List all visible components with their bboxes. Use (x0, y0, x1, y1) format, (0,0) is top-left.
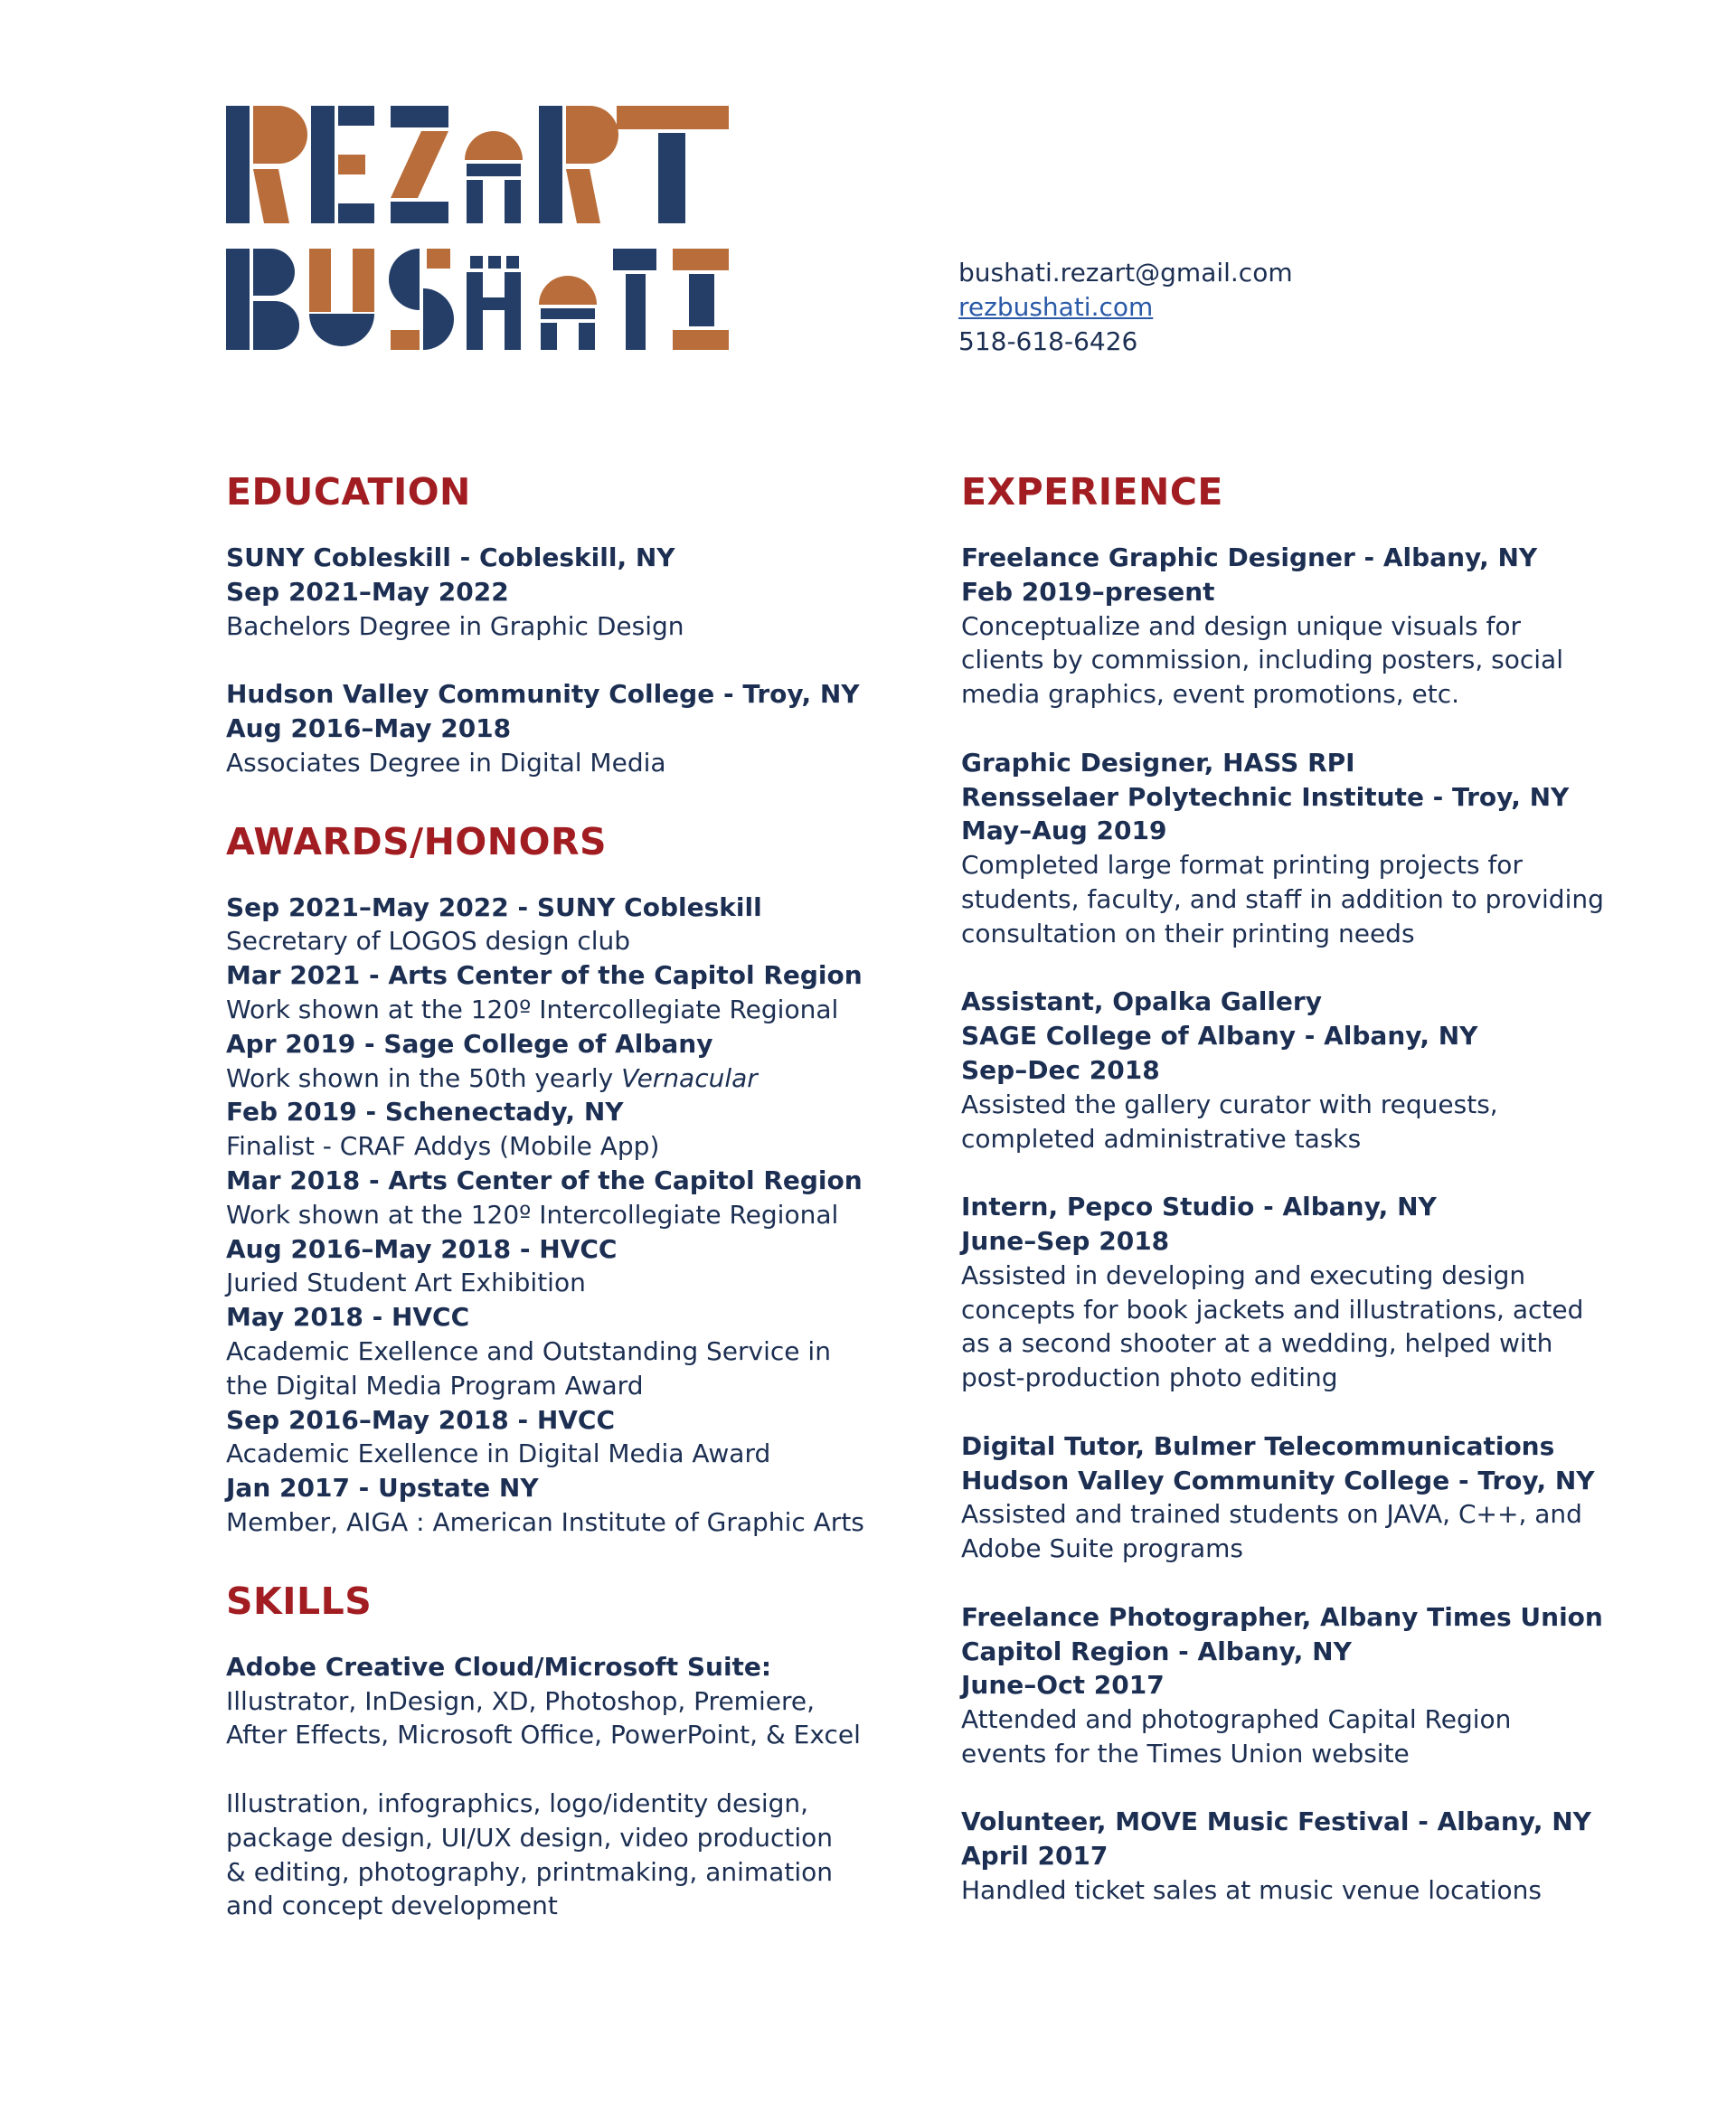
logo-letter-s (389, 249, 454, 350)
job-title: Assistant, Opalka Gallery (961, 986, 1322, 1017)
award-title: Mar 2021 - Arts Center of the Capitol Region (226, 960, 863, 991)
job-desc: events for the Times Union website (961, 1738, 1410, 1768)
award-detail: Juried Student Art Exhibition (226, 1268, 586, 1298)
award-detail: Member, AIGA : American Institute of Graphic Arts (226, 1506, 864, 1537)
experience-item (961, 1600, 1612, 1771)
job-desc: Assisted the gallery curator with requests, (961, 1089, 1498, 1119)
award-detail: Academic Exellence in Digital Media Award (226, 1438, 771, 1469)
job-dates: June–Oct 2017 (961, 1670, 1165, 1701)
award-title: Feb 2019 - Schenectady, NY (226, 1097, 624, 1127)
job-desc: Conceptualize and design unique visuals for (961, 610, 1521, 641)
award-item (226, 1027, 805, 1096)
award-item (226, 1095, 805, 1164)
award-item (226, 1232, 805, 1301)
contact-phone: 518-618-6426 (958, 326, 1138, 356)
left-column (226, 468, 864, 1923)
award-item (226, 1164, 863, 1232)
job-title: Intern, Pepco Studio - Albany, NY (961, 1192, 1437, 1222)
award-title: Aug 2016–May 2018 - HVCC (226, 1233, 618, 1264)
logo-letter-z (391, 106, 448, 223)
job-desc: Handled ticket sales at music venue locations (961, 1875, 1542, 1906)
job-org: Capitol Region - Albany, NY (961, 1636, 1352, 1666)
skills-line: Illustration, infographics, logo/identity design, (226, 1787, 809, 1818)
skills-heading: SKILLS (226, 1579, 373, 1623)
logo-letter-h (467, 256, 521, 350)
award-item (226, 1403, 805, 1472)
award-detail: the Digital Media Program Award (226, 1370, 644, 1401)
logo-letter-b (226, 249, 299, 350)
experience-item (961, 1190, 1612, 1395)
job-org: Hudson Valley Community College - Troy, NY (961, 1465, 1595, 1495)
award-title: Sep 2021–May 2022 - SUNY Cobleskill (226, 891, 762, 922)
school-dates: Aug 2016–May 2018 (226, 712, 512, 743)
award-detail: Finalist - CRAF Addys (Mobile App) (226, 1131, 660, 1162)
experience-item (961, 746, 1612, 951)
award-detail: Secretary of LOGOS design club (226, 926, 631, 957)
job-dates: April 2017 (961, 1841, 1109, 1872)
job-desc: Adobe Suite programs (961, 1533, 1243, 1564)
award-item (226, 958, 863, 1027)
right-column (961, 468, 1612, 1908)
job-desc: media graphics, event promotions, etc. (961, 679, 1460, 710)
logo-letter-r (226, 106, 307, 223)
job-desc: Completed large format printing projects for (961, 850, 1523, 881)
logo-letter-i (673, 249, 729, 350)
award-detail: Academic Exellence and Outstanding Service in (226, 1335, 831, 1366)
experience-item (961, 1429, 1612, 1566)
skills-subheading: Adobe Creative Cloud/Microsoft Suite: (226, 1651, 772, 1682)
logo-letter-t2 (613, 249, 656, 350)
contact-block (958, 256, 1293, 359)
award-title: Mar 2018 - Arts Center of the Capitol Region (226, 1165, 863, 1195)
experience-item (961, 541, 1612, 712)
job-title: Digital Tutor, Bulmer Telecommunications (961, 1430, 1555, 1461)
award-title: Jan 2017 - Upstate NY (226, 1473, 539, 1504)
job-dates: June–Sep 2018 (961, 1225, 1170, 1256)
job-desc: Attended and photographed Capital Region (961, 1704, 1512, 1735)
degree: Bachelors Degree in Graphic Design (226, 610, 684, 641)
name-logo (226, 104, 732, 353)
school-name: SUNY Cobleskill - Cobleskill, NY (226, 542, 675, 572)
logo-letter-r2 (539, 106, 618, 223)
job-title: Freelance Photographer, Albany Times Union (961, 1601, 1603, 1632)
award-detail: Work shown at the 120º Intercollegiate Regional (226, 1199, 839, 1230)
education-heading: EDUCATION (226, 470, 471, 514)
job-title: Graphic Designer, HASS RPI (961, 747, 1355, 778)
job-desc: consultation on their printing needs (961, 918, 1415, 948)
job-desc: post-production photo editing (961, 1363, 1338, 1393)
job-desc: completed administrative tasks (961, 1123, 1362, 1154)
job-desc: students, faculty, and staff in addition to providing (961, 883, 1604, 914)
job-title: Volunteer, MOVE Music Festival - Albany, NY (961, 1806, 1591, 1837)
skills-line: After Effects, Microsoft Office, PowerPoint, & Excel (226, 1720, 861, 1750)
degree: Associates Degree in Digital Media (226, 747, 666, 778)
job-dates: Feb 2019–present (961, 576, 1215, 607)
job-dates: Sep–Dec 2018 (961, 1054, 1160, 1085)
experience-item (961, 1805, 1612, 1907)
logo-letter-u (309, 249, 374, 346)
award-title: Sep 2016–May 2018 - HVCC (226, 1404, 616, 1435)
award-detail-text: Work shown in the 50th yearly (226, 1062, 622, 1093)
award-detail (226, 1061, 805, 1096)
skills-line: Illustrator, InDesign, XD, Photoshop, Premiere, (226, 1685, 815, 1716)
school-dates: Sep 2021–May 2022 (226, 576, 509, 607)
job-desc: concepts for book jackets and illustrations, acted (961, 1294, 1584, 1325)
job-desc: Assisted in developing and executing design (961, 1259, 1526, 1290)
experience-heading: EXPERIENCE (961, 470, 1223, 514)
award-detail: Work shown at the 120º Intercollegiate Regional (226, 994, 839, 1024)
education-item (226, 677, 860, 779)
skills-line: & editing, photography, printmaking, animation (226, 1856, 833, 1887)
awards-heading: AWARDS/HONORS (226, 819, 608, 863)
logo-letter-e (311, 106, 374, 223)
skills-line: and concept development (226, 1891, 558, 1921)
award-detail-italic: Vernacular (621, 1062, 758, 1093)
award-item (226, 891, 805, 959)
award-title: Apr 2019 - Sage College of Albany (226, 1028, 713, 1059)
experience-item (961, 985, 1612, 1155)
job-dates: May–Aug 2019 (961, 816, 1167, 846)
job-desc: Assisted and trained students on JAVA, C++, and (961, 1499, 1582, 1530)
job-desc: clients by commission, including posters, social (961, 645, 1563, 675)
contact-email[interactable]: bushati.rezart@gmail.com (958, 258, 1293, 288)
award-item (226, 1471, 864, 1540)
education-item (226, 541, 805, 643)
website-link[interactable]: rezbushati.com (958, 292, 1154, 322)
job-desc: as a second shooter at a wedding, helped with (961, 1328, 1553, 1359)
logo-letter-a2 (539, 276, 597, 350)
school-name: Hudson Valley Community College - Troy, NY (226, 679, 860, 710)
job-org: Rensselaer Polytechnic Institute - Troy, NY (961, 781, 1570, 812)
job-title: Freelance Graphic Designer - Albany, NY (961, 542, 1538, 572)
award-item (226, 1300, 831, 1402)
award-title: May 2018 - HVCC (226, 1302, 470, 1333)
job-org: SAGE College of Albany - Albany, NY (961, 1021, 1478, 1052)
logo-letter-a (465, 131, 523, 223)
logo-letter-t (617, 106, 729, 223)
skills-line: package design, UI/UX design, video production (226, 1822, 833, 1853)
